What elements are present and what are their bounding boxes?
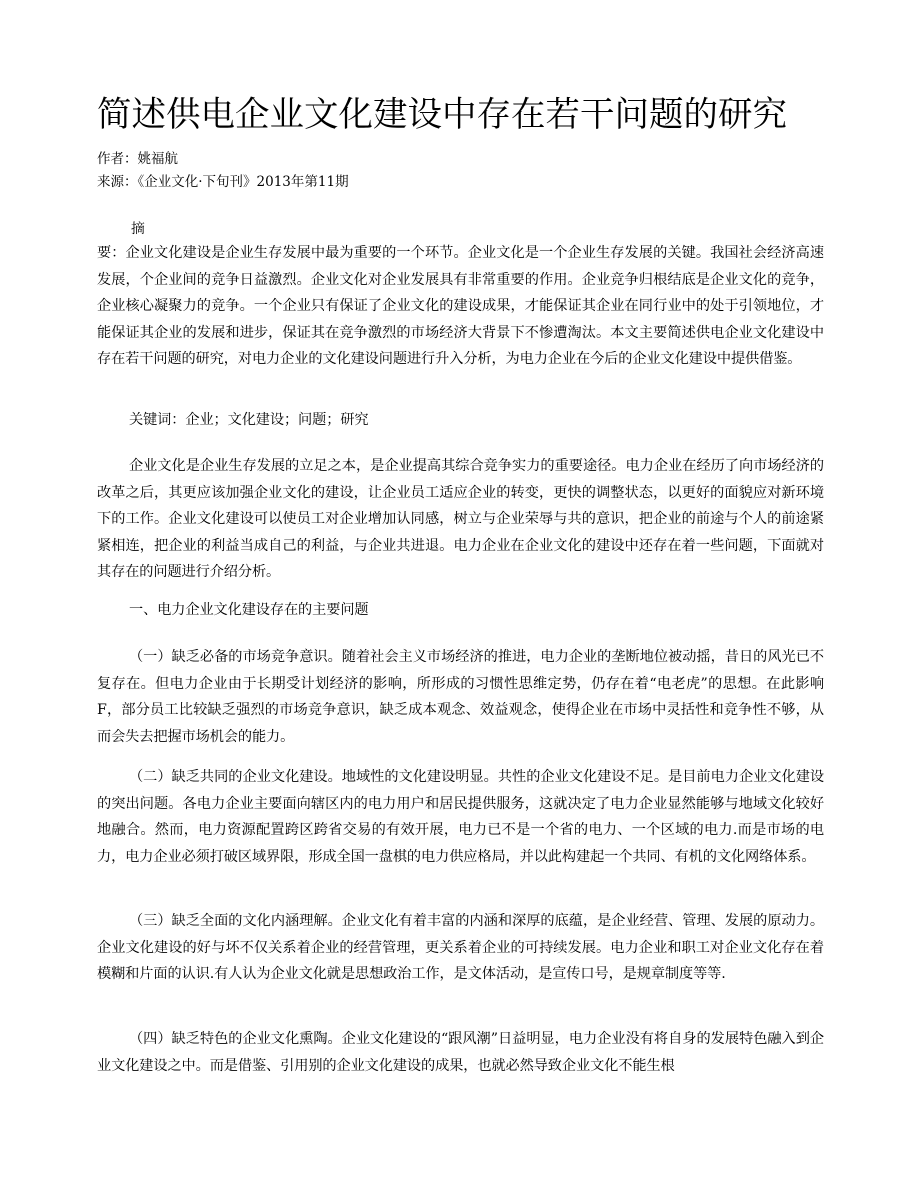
keywords-line: 关键词：企业；文化建设；问题；研究 xyxy=(129,412,369,428)
source-line: 来源：《企业文化·下旬刊》2013年第11期 xyxy=(97,174,349,190)
abstract-paragraph: 要：企业文化建设是企业生存发展中最为重要的一个环节。企业文化是一个企业生存发展的关键。我国社会经济高速发展，个企业间的竞争日益激烈。企业文化对企业发展具有非常重要的作用。企业竞争归根结底是企业文化的竞争，企业核心凝聚力的竞争。一个企业只有保证了企业文化的建设成果，才能保证其企业在同行业中的处于引领地位，才能保证其企业的发展和进步，保证其在竞争激烈的市场经济大背景下不惨遭淘汰。本文主要简述供电企业文化建设中存在若干问题的研究，对电力企业的文化建设问题进行升入分析，为电力企业在今后的企业文化建设中提供借鉴。 xyxy=(97,245,824,367)
body-paragraph: （二）缺乏共同的企业文化建设。地域性的文化建设明显。共性的企业文化建设不足。是目前电力企业文化建设的突出问题。各电力企业主要面向辖区内的电力用户和居民提供服务，这就决定了电力企业显然能够与地域文化较好地融合。然而，电力资源配置跨区跨省交易的有效开展，电力已不是一个省的电力、一个区域的电力.而是市场的电力，电力企业必须打破区域界限，形成全国一盘棋的电力供应格局，并以此构建起一个共同、有机的文化网络体系。 xyxy=(97,769,824,865)
body-paragraph: （三）缺乏全面的文化内涵理解。企业文化有着丰富的内涵和深厚的底蕴，是企业经营、管理、发展的原动力。企业文化建设的好与坏不仅关系着企业的经营管理，更关系着企业的可持续发展。电力企业和职工对企业文化存在着模糊和片面的认识.有人认为企业文化就是思想政治工作，是文体活动，是宣传口号，是规章制度等等. xyxy=(97,913,824,982)
section-heading: 一、电力企业文化建设存在的主要问题 xyxy=(129,602,369,618)
author-line: 作者：姚福航 xyxy=(97,151,178,167)
body-paragraph: （四）缺乏特色的企业文化熏陶。企业文化建设的“跟风潮”日益明显，电力企业没有将自身的发展特色融入到企业文化建设之中。而是借鉴、引用别的企业文化建设的成果，也就必然导致企业文化不能生根 xyxy=(97,1031,824,1074)
page-title: 简述供电企业文化建设中存在若干问题的研究 xyxy=(97,95,787,135)
intro-paragraph: 企业文化是企业生存发展的立足之本，是企业提高其综合竞争实力的重要途径。电力企业在经历了向市场经济的改革之后，其更应该加强企业文化的建设，让企业员工适应企业的转变，更快的调整状态，以更好的面貌应对新环境下的工作。企业文化建设可以使员工对企业增加认同感，树立与企业荣辱与共的意识，把企业的前途与个人的前途紧紧相连，把企业的利益当成自己的利益，与企业共进退。电力企业在企业文化的建设中还存在着一些问题，下面就对其存在的问题进行介绍分析。 xyxy=(97,458,824,580)
body-paragraph: （一）缺乏必备的市场竞争意识。随着社会主义市场经济的推进，电力企业的垄断地位被动摇，昔日的风光已不复存在。但电力企业由于长期受计划经济的影响，所形成的习惯性思维定势，仍存在着“电老虎”的思想。在此影响F，部分员工比较缺乏强烈的市场竞争意识，缺乏成本观念、效益观念，使得企业在市场中灵括性和竞争性不够，从而会失去把握市场机会的能力。 xyxy=(97,649,824,745)
abstract-label: 摘 xyxy=(131,221,145,237)
